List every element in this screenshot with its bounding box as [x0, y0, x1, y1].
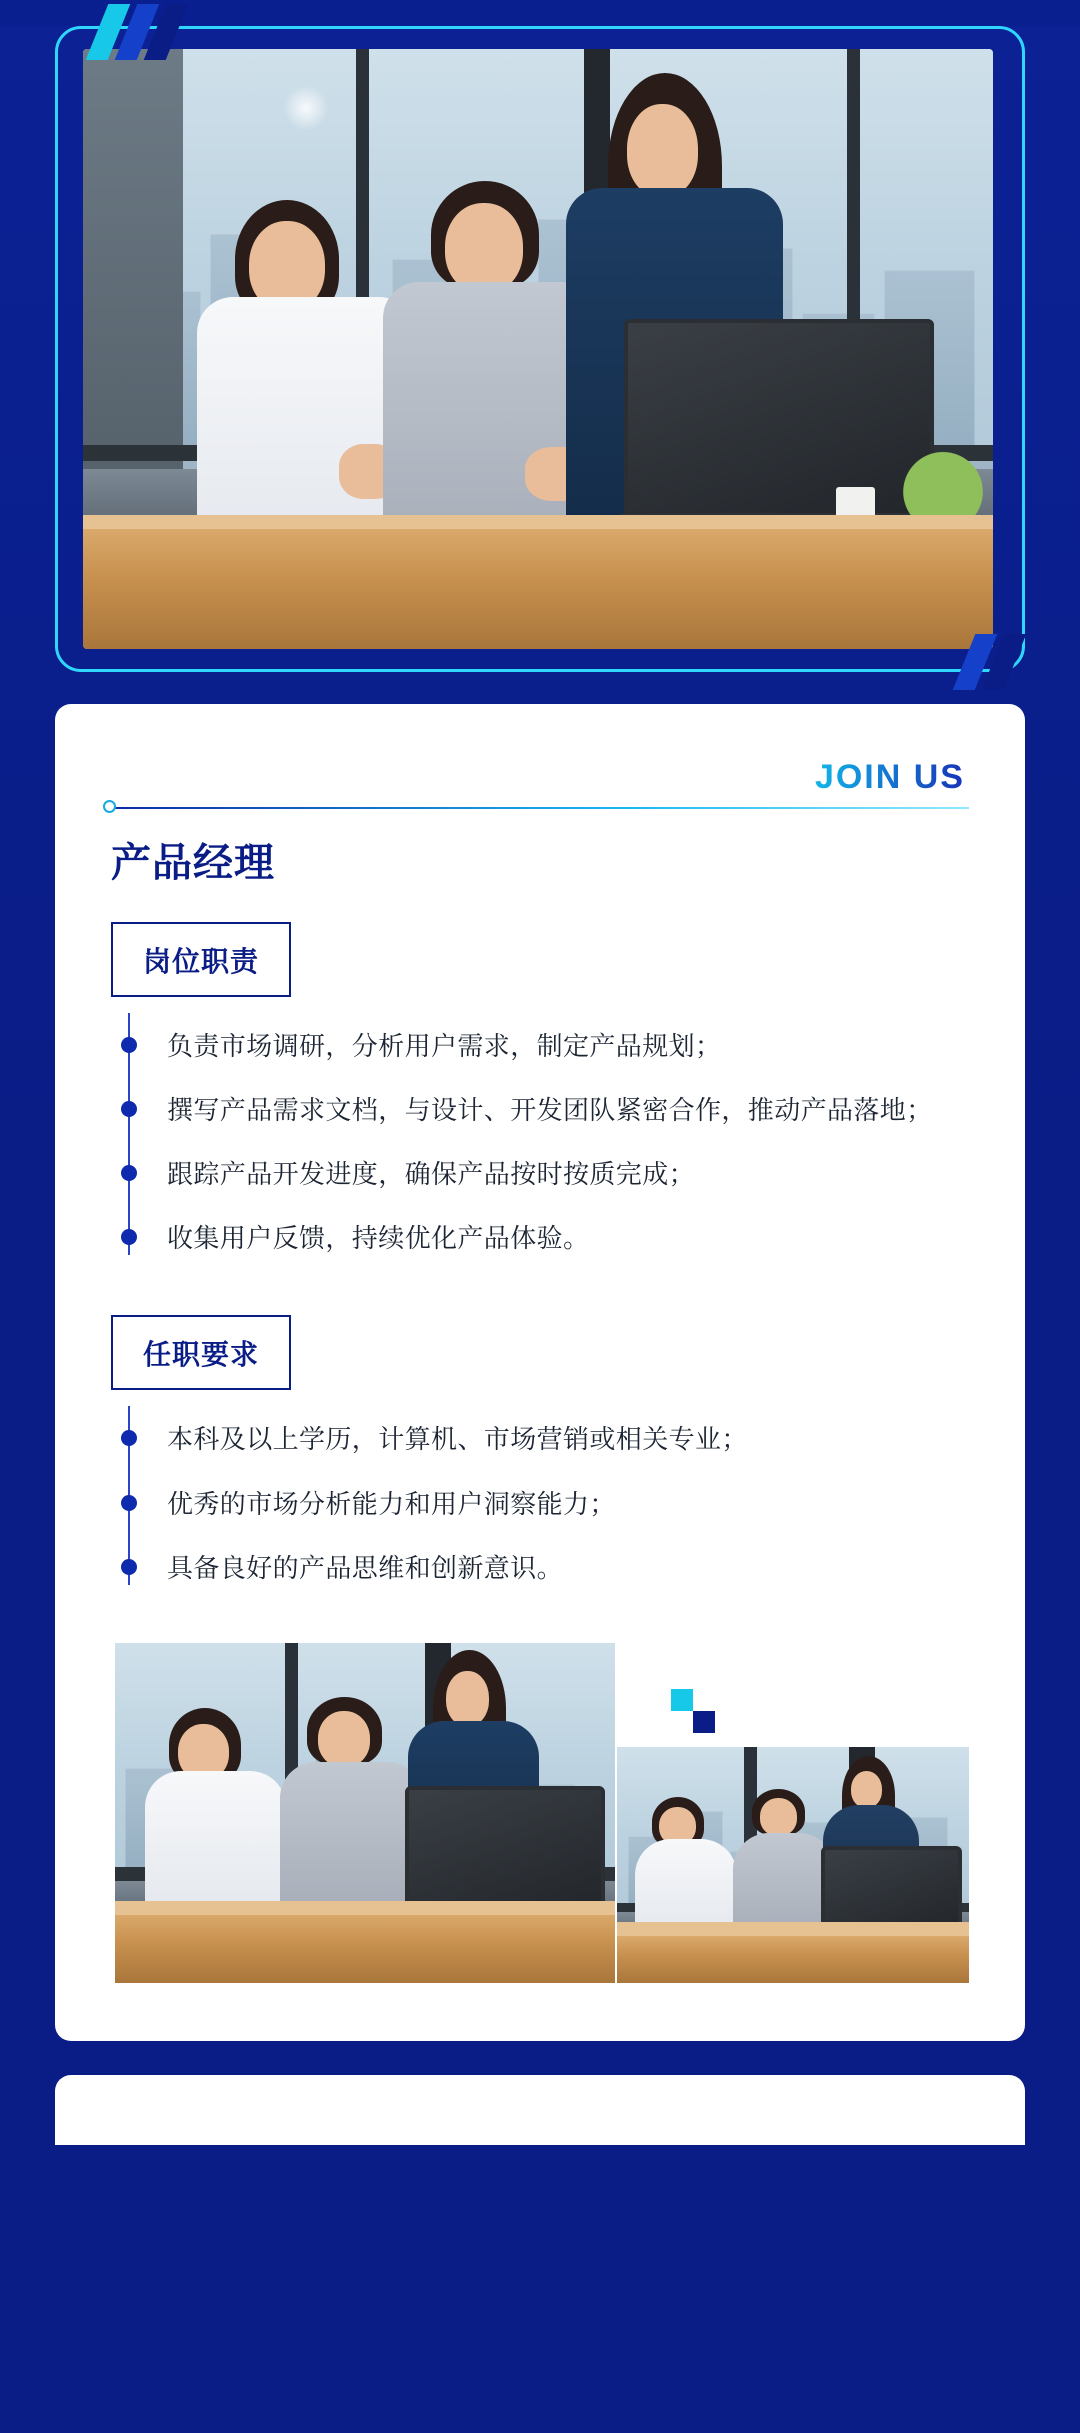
next-card-partial [55, 2075, 1025, 2145]
section-tag-requirements: 任职要求 [111, 1315, 291, 1390]
hero-photo [83, 49, 993, 649]
join-us-label: JOIN US [814, 758, 965, 796]
list-item: 收集用户反馈，持续优化产品体验。 [111, 1217, 969, 1281]
poster-page [0, 26, 1080, 2145]
photo-strip [111, 1643, 969, 1983]
decor-square-navy [693, 1711, 715, 1733]
list-item: 优秀的市场分析能力和用户洞察能力； [111, 1483, 969, 1547]
list-item: 具备良好的产品思维和创新意识。 [111, 1547, 969, 1611]
photo-team-small [617, 1747, 969, 1983]
decor-square-cyan [671, 1689, 693, 1711]
office-scene-illustration [83, 49, 993, 649]
section-tag-duties: 岗位职责 [111, 922, 291, 997]
hero-section [55, 26, 1025, 672]
requirements-list [111, 1400, 969, 1610]
list-item: 跟踪产品开发进度，确保产品按时按质完成； [111, 1153, 969, 1217]
job-card [55, 704, 1025, 2041]
duties-list [111, 1007, 969, 1281]
office-scene-illustration [115, 1643, 615, 1983]
decor-ring-icon [103, 800, 116, 813]
list-item: 撰写产品需求文档，与设计、开发团队紧密合作，推动产品落地； [111, 1089, 969, 1153]
office-scene-illustration [617, 1747, 969, 1983]
list-item: 负责市场调研，分析用户需求，制定产品规划； [111, 1025, 969, 1089]
photo-team-large [115, 1643, 615, 1983]
page-title: 产品经理 [111, 841, 275, 885]
eyebrow-row [111, 758, 969, 797]
list-item: 本科及以上学历，计算机、市场营销或相关专业； [111, 1418, 969, 1482]
divider-gradient [111, 807, 969, 809]
